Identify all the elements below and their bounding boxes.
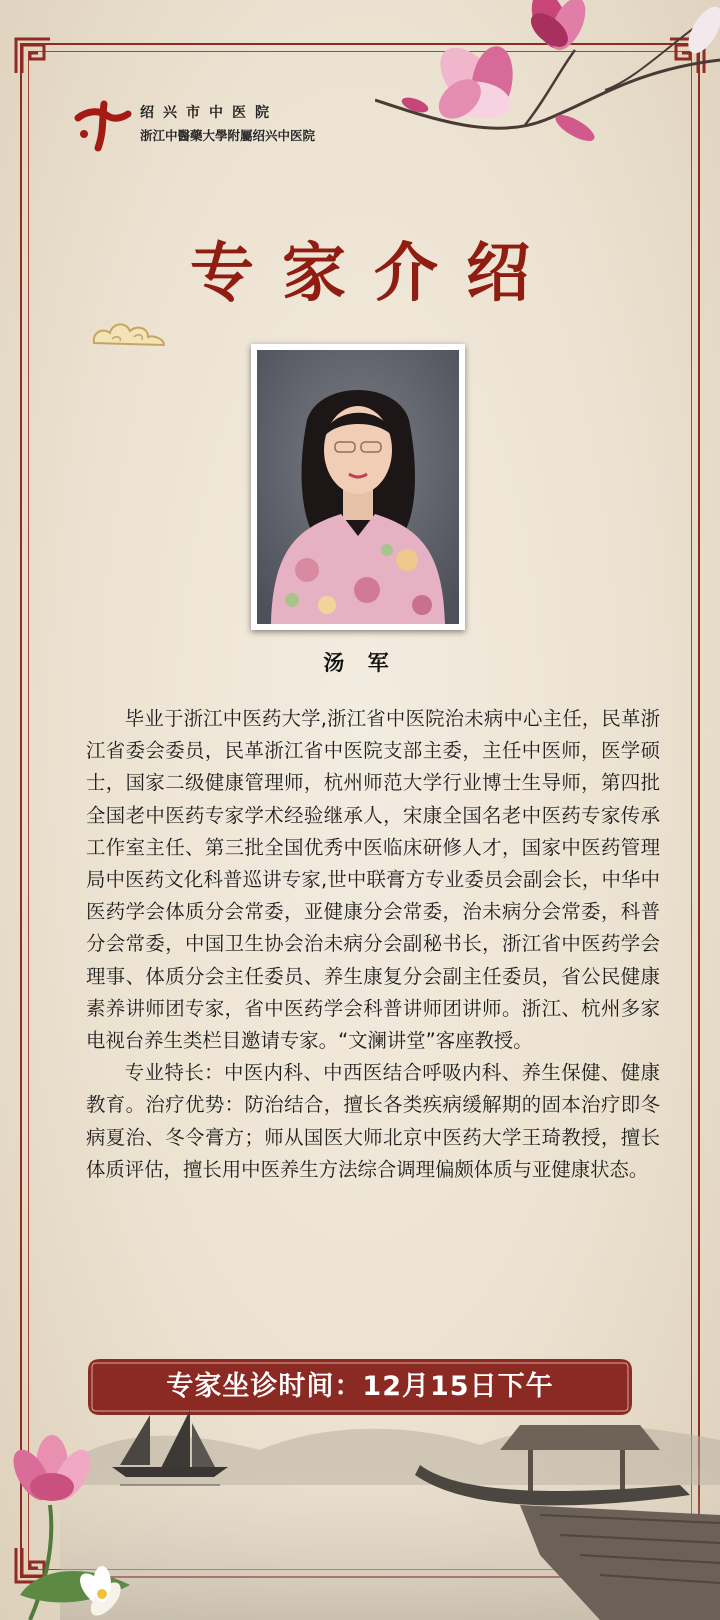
doctor-photo-frame bbox=[251, 344, 465, 630]
bio-paragraph-specialty: 专业特长：中医内科、中西医结合呼吸内科、养生保健、健康教育。治疗优势：防治结合，擅长各类疾病缓解期的固本治疗即冬病夏治、冬令膏方；师从国医大师北京中医药大学王琦教授，擅长体质评估，擅长用中医养生方法综合调理偏颇体质与亚健康状态。 bbox=[86, 1061, 660, 1181]
doctor-name: 汤 军 bbox=[323, 651, 397, 675]
lotus-flower-illustration bbox=[0, 1425, 160, 1620]
hospital-subtitle: 浙江中醫藥大學附屬绍兴中医院 bbox=[140, 128, 316, 143]
magnolia-branch-illustration bbox=[375, 0, 720, 160]
hospital-logo bbox=[74, 100, 334, 152]
bio-paragraph-background: 毕业于浙江中医药大学,浙江省中医院治未病中心主任，民革浙江省委会委员，民革浙江省中医院支部主委，主任中医师，医学硕士，国家二级健康管理师，杭州师范大学行业博士生导师，第四批全国老中医药专家学术经验继承人，宋康全国名老中医药专家传承工作室主任、第三批全国优秀中医临床研修人才，国家中医药管理局中医药文化科普巡讲专家,世中联膏方专业委员会副会长，中华中医药学会体质分会常委，亚健康分会常委，治未病分会常委，科普分会常委，中国卫生协会治未病分会副秘书长，浙江省中医药学会理事、体质分会主任委员、养生康复分会副主任委员，省公民健康素养讲师团专家，省中医药学会科普讲师团讲师。浙江、杭州多家电视台养生类栏目邀请专家。“文澜讲堂”客座教授。 bbox=[86, 707, 660, 1053]
cloud-ornament-icon bbox=[90, 313, 168, 353]
schedule-text: 专家坐诊时间：12月15日下午 bbox=[166, 1371, 554, 1402]
page-title: 专家介绍 bbox=[190, 236, 558, 311]
doctor-portrait-image bbox=[257, 350, 459, 624]
corner-ornament-top-left bbox=[14, 37, 52, 75]
hospital-name: 绍兴市中医院 bbox=[140, 105, 278, 121]
hospital-logo-icon bbox=[74, 100, 132, 152]
doctor-bio bbox=[86, 703, 660, 1186]
